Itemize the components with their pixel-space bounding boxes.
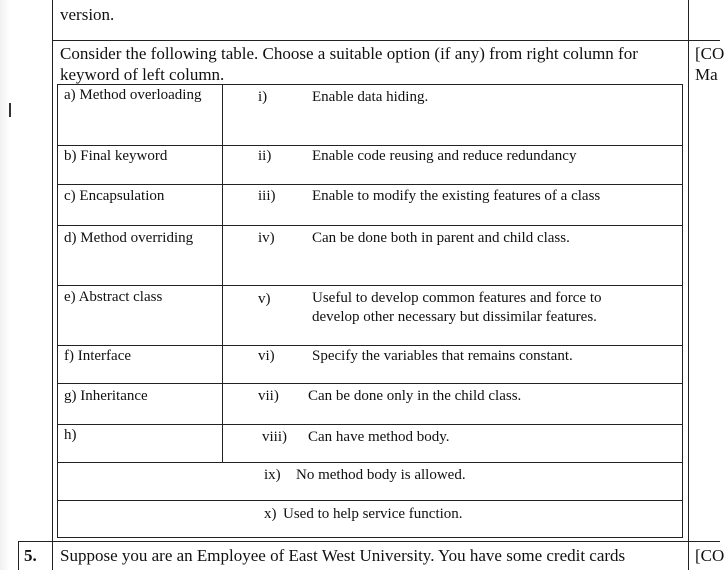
left-term: b) Final keyword (64, 148, 168, 164)
left-term: e) Abstract class (64, 289, 163, 305)
question-number: 5. (24, 546, 37, 565)
table-right-border (682, 84, 683, 538)
left-term: a) Method overloading (64, 87, 202, 103)
table-row-divider (57, 500, 682, 501)
table-row-divider (57, 424, 682, 425)
option-number: iv) (258, 230, 275, 246)
option-number: vi) (258, 348, 275, 364)
question-line-1: Consider the following table. Choose a suitable option (if any) from right column for (60, 44, 638, 63)
marks-tag: Ma (695, 65, 718, 84)
table-left-border (57, 84, 58, 538)
left-term: f) Interface (64, 348, 132, 364)
scan-edge-shadow (0, 0, 10, 570)
left-term: c) Encapsulation (64, 188, 165, 204)
option-number: ix) (264, 467, 281, 483)
frame-right-border (688, 0, 689, 570)
next-question-text: Suppose you are an Employee of East West University. You have some credit cards (60, 546, 626, 565)
table-top-border (57, 84, 682, 85)
question-number-divider (18, 541, 19, 570)
option-number: vii) (258, 388, 279, 404)
table-row-divider (57, 345, 682, 346)
table-row-divider (57, 225, 682, 226)
margin-mark (9, 103, 11, 117)
option-number: v) (258, 291, 271, 307)
co-tag: [CO (695, 44, 724, 63)
option-description: Enable to modify the existing features of a class (312, 188, 601, 204)
table-row-divider (57, 184, 682, 185)
frame-left-border (52, 0, 53, 570)
option-description: Can be done only in the child class. (308, 388, 522, 404)
table-column-divider (222, 84, 223, 462)
table-bottom-border (57, 537, 682, 538)
left-term: h) (64, 427, 77, 443)
table-row-divider (57, 383, 682, 384)
option-description: Useful to develop common features and force to (312, 290, 602, 306)
frame-top-border (52, 40, 720, 41)
left-term: g) Inheritance (64, 388, 148, 404)
option-description: Enable data hiding. (312, 89, 429, 105)
version-text: version. (60, 5, 115, 24)
option-number: x) (264, 506, 277, 522)
left-term: d) Method overriding (64, 230, 194, 246)
option-description: Specify the variables that remains constant. (312, 348, 573, 364)
table-row-divider (57, 145, 682, 146)
option-number: iii) (258, 188, 276, 204)
option-description: Can have method body. (308, 429, 450, 445)
option-number: viii) (262, 429, 287, 445)
table-row-divider (57, 285, 682, 286)
option-number: ii) (258, 148, 272, 164)
option-description: Used to help service function. (283, 506, 463, 522)
option-description: No method body is allowed. (296, 467, 466, 483)
frame-bottom-border (18, 541, 720, 542)
option-description-continued: develop other necessary but dissimilar features. (312, 309, 597, 325)
question-line-2: keyword of left column. (60, 65, 225, 84)
option-number: i) (258, 89, 268, 105)
table-row-divider (57, 462, 682, 463)
next-co-tag: [CO (695, 546, 724, 565)
option-description: Can be done both in parent and child class. (312, 230, 570, 246)
option-description: Enable code reusing and reduce redundancy (312, 148, 577, 164)
